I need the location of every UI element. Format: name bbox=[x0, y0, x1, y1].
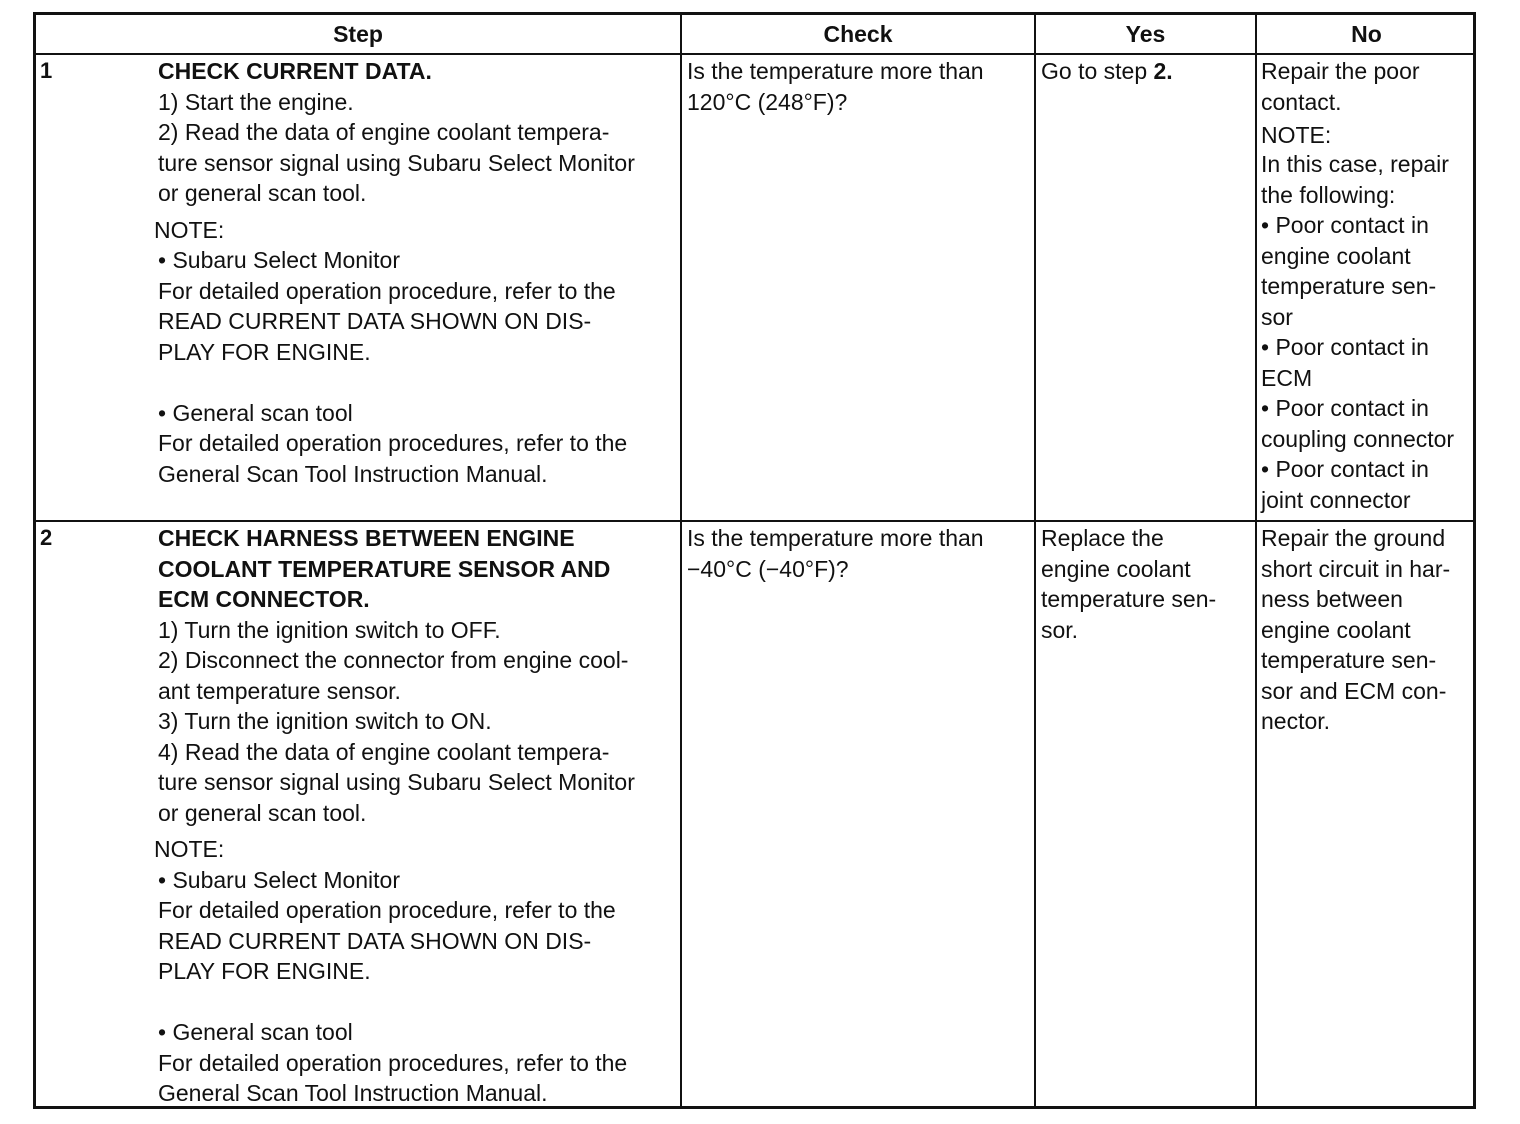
step-line: ant temperature sensor. bbox=[158, 677, 401, 704]
yes-text: Go to step bbox=[1041, 58, 1154, 84]
yes-line: Replace the bbox=[1041, 525, 1164, 551]
no-note-line: the following: bbox=[1261, 181, 1396, 208]
step-title: ECM CONNECTOR. bbox=[158, 586, 370, 612]
step-line: 1) Turn the ignition switch to OFF. bbox=[158, 616, 501, 643]
note-line: General Scan Tool Instruction Manual. bbox=[158, 1080, 548, 1106]
step-line: 4) Read the data of engine coolant tempera- bbox=[158, 738, 610, 765]
no-line: nector. bbox=[1261, 708, 1331, 734]
yes-1 bbox=[1041, 56, 1253, 87]
no-2 bbox=[1261, 523, 1476, 737]
note-label: NOTE: bbox=[154, 836, 225, 862]
check-1 bbox=[687, 56, 1032, 117]
column-divider bbox=[1034, 15, 1036, 1106]
note-line: • General scan tool bbox=[158, 399, 353, 426]
yes-line: temperature sen- bbox=[1041, 586, 1217, 612]
no-line: Repair the ground bbox=[1261, 525, 1446, 551]
step-line: 3) Turn the ignition switch to ON. bbox=[158, 708, 492, 734]
note-line: • Subaru Select Monitor bbox=[158, 247, 401, 273]
step-line: ture sensor signal using Subaru Select Monitor bbox=[158, 149, 635, 176]
no-note-line: joint connector bbox=[1261, 486, 1411, 513]
row-divider bbox=[36, 520, 1473, 522]
diagnostic-table bbox=[33, 12, 1476, 1109]
yes-line: sor. bbox=[1041, 616, 1079, 643]
yes-line: engine coolant bbox=[1041, 555, 1191, 582]
step-line: or general scan tool. bbox=[158, 180, 367, 206]
column-divider bbox=[680, 15, 682, 1106]
check-line: −40°C (−40°F)? bbox=[687, 555, 849, 582]
step-line: ture sensor signal using Subaru Select Monitor bbox=[158, 769, 635, 795]
no-1 bbox=[1261, 56, 1476, 515]
no-line: contact. bbox=[1261, 88, 1342, 115]
no-note-label: NOTE: bbox=[1261, 122, 1332, 148]
step-title: COOLANT TEMPERATURE SENSOR AND bbox=[158, 555, 611, 582]
note-line: For detailed operation procedures, refer to the bbox=[158, 430, 628, 456]
no-note-line: engine coolant bbox=[1261, 242, 1411, 269]
step-title: CHECK HARNESS BETWEEN ENGINE bbox=[158, 525, 575, 551]
no-line: engine coolant bbox=[1261, 616, 1411, 643]
step-2-content bbox=[154, 523, 678, 1109]
step-1-content bbox=[154, 56, 678, 489]
row-divider bbox=[36, 53, 1473, 55]
no-note-line: coupling connector bbox=[1261, 425, 1455, 452]
no-line: temperature sen- bbox=[1261, 647, 1437, 673]
note-line: • Subaru Select Monitor bbox=[158, 866, 401, 893]
note-line: READ CURRENT DATA SHOWN ON DIS- bbox=[158, 308, 592, 334]
note-line: PLAY FOR ENGINE. bbox=[158, 338, 371, 365]
note-line: For detailed operation procedure, refer to the bbox=[158, 277, 616, 304]
note-line: General Scan Tool Instruction Manual. bbox=[158, 460, 548, 487]
no-note-line: In this case, repair bbox=[1261, 151, 1449, 177]
check-line: Is the temperature more than bbox=[687, 525, 984, 551]
header-check: Check bbox=[823, 21, 893, 47]
yes-step-ref: 2. bbox=[1153, 58, 1173, 84]
no-line: ness between bbox=[1261, 586, 1403, 612]
no-note-line: temperature sen- bbox=[1261, 273, 1437, 299]
note-line: PLAY FOR ENGINE. bbox=[158, 958, 371, 984]
header-yes: Yes bbox=[1125, 21, 1166, 47]
header-step: Step bbox=[333, 21, 383, 47]
no-note-line: • Poor contact in bbox=[1261, 395, 1429, 421]
step-line: 2) Disconnect the connector from engine cool- bbox=[158, 647, 629, 673]
step-number: 1 bbox=[40, 58, 53, 83]
step-line: or general scan tool. bbox=[158, 799, 367, 826]
note-line: For detailed operation procedure, refer to the bbox=[158, 897, 616, 923]
no-line: Repair the poor bbox=[1261, 58, 1420, 84]
header-no: No bbox=[1351, 21, 1382, 47]
no-note-line: ECM bbox=[1261, 364, 1313, 391]
no-note-line: • Poor contact in bbox=[1261, 212, 1429, 238]
note-line: READ CURRENT DATA SHOWN ON DIS- bbox=[158, 927, 592, 954]
no-note-line: • Poor contact in bbox=[1261, 456, 1429, 482]
no-note-line: • Poor contact in bbox=[1261, 334, 1429, 360]
column-divider bbox=[1255, 15, 1257, 1106]
step-line: 1) Start the engine. bbox=[158, 88, 354, 115]
step-line: 2) Read the data of engine coolant tempera- bbox=[158, 119, 610, 145]
check-line: Is the temperature more than bbox=[687, 58, 984, 84]
no-line: sor and ECM con- bbox=[1261, 677, 1447, 704]
yes-2 bbox=[1041, 523, 1253, 645]
note-line: • General scan tool bbox=[158, 1019, 353, 1045]
note-line: For detailed operation procedures, refer to the bbox=[158, 1049, 628, 1076]
no-note-line: sor bbox=[1261, 303, 1293, 330]
check-line: 120°C (248°F)? bbox=[687, 88, 848, 115]
step-title: CHECK CURRENT DATA. bbox=[158, 58, 432, 84]
note-label: NOTE: bbox=[154, 216, 225, 243]
step-number: 2 bbox=[40, 525, 53, 550]
check-2 bbox=[687, 523, 1032, 584]
no-line: short circuit in har- bbox=[1261, 555, 1451, 582]
